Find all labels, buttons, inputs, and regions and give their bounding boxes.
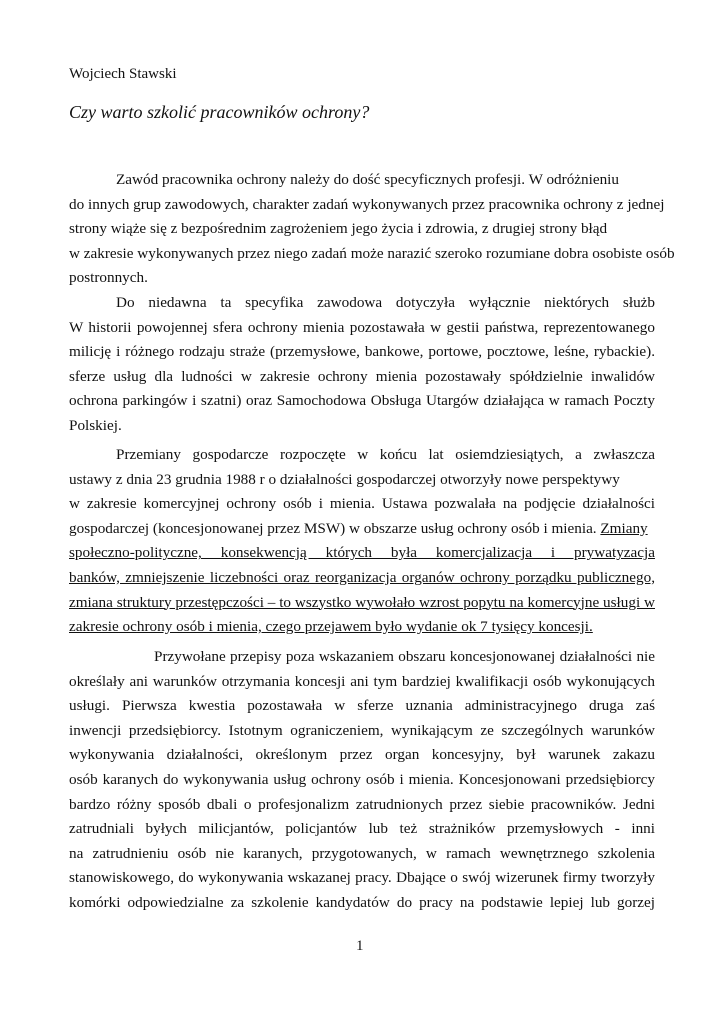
paragraph-line: Zawód pracownika ochrony należy do dość specyficznych profesji. W odróżnieniu bbox=[116, 171, 619, 188]
paragraph-1 bbox=[69, 168, 675, 291]
paragraph-line: Polskiej. bbox=[69, 416, 122, 434]
paragraph-line: w zakresie komercyjnej ochrony osób i mienia. Ustawa pozwalała na podjęcie działalności bbox=[69, 495, 655, 513]
paragraph-line: do innych grup zawodowych, charakter zadań wykonywanych przez pracownika ochrony z jednej bbox=[69, 195, 665, 213]
underlined-text: Zmiany bbox=[600, 519, 648, 537]
underlined-line: zakresie ochrony osób i mienia, czego przejawem było wydanie ok 7 tysięcy koncesji. bbox=[69, 618, 593, 636]
paragraph-line: strony wiąże się z bezpośrednim zagrożeniem jego życia i zdrowia, z drugiej strony błąd bbox=[69, 220, 608, 238]
paragraph-line: ustawy z dnia 23 grudnia 1988 r o działalności gospodarczej otworzyły nowe perspektywy bbox=[69, 470, 620, 488]
paragraph-line: w zakresie wykonywanych przez niego zadań może narazić szeroko rozumiane dobra osobiste osób bbox=[69, 244, 675, 262]
paragraph-2 bbox=[69, 291, 655, 439]
paragraph-line: ochrona parkingów i szatni) oraz Samochodowa Obsługa Utargów działająca w ramach Poczty bbox=[69, 392, 655, 410]
paragraph-line: stanowiskowego, do wykonywania wskazanej pracy. Dbające o swój wizerunek firmy tworzyły bbox=[69, 869, 655, 887]
paragraph-line: Przemiany gospodarcze rozpoczęte w końcu lat osiemdziesiątych, a zwłaszcza bbox=[116, 446, 655, 463]
page-number: 1 bbox=[356, 938, 364, 954]
paragraph-line: wykonywania działalności, określonym przez organ koncesyjny, był warunek zakazu bbox=[69, 746, 655, 764]
paragraph-line: sferze usług dla ludności w zakresie ochrony mienia pozostawały spółdzielnie inwalidów bbox=[69, 367, 655, 385]
paragraph-line: W historii powojennej sfera ochrony mienia pozostawała w gestii państwa, reprezentowanego bbox=[69, 318, 655, 336]
paragraph-line-text: gospodarczej (koncesjonowanej przez MSW) w obszarze usług ochrony osób i mienia. bbox=[69, 519, 597, 537]
paragraph-line: inwencji przedsiębiorcy. Istotnym ograniczeniem, wynikającym ze szczególnych warunków bbox=[69, 721, 655, 739]
paragraph-line: bardzo różny sposób dbali o profesjonalizm zatrudnionych przez siebie pracowników. Jedni bbox=[69, 795, 655, 813]
underlined-line: zmiana struktury przestępczości – to wszystko wywołało wzrost popytu na komercyjne usługi w bbox=[69, 593, 655, 611]
paragraph-line bbox=[69, 517, 655, 542]
underlined-line: społeczno-polityczne, konsekwencją których była komercjalizacja i prywatyzacja bbox=[69, 544, 655, 562]
paragraph-4 bbox=[69, 645, 655, 916]
paragraph-line: na zatrudnieniu osób nie karanych, przygotowanych, w ramach wewnętrznego szkolenia bbox=[69, 844, 655, 862]
paragraph-3 bbox=[69, 443, 655, 640]
document-title: Czy warto szkolić pracowników ochrony? bbox=[69, 102, 370, 122]
paragraph-line: postronnych. bbox=[69, 269, 148, 287]
paragraph-line: usługi. Pierwsza kwestia pozostawała w sferze uznania administracyjnego druga zaś bbox=[69, 697, 655, 715]
paragraph-line: Do niedawna ta specyfika zawodowa dotyczyła wyłącznie niektórych służb bbox=[116, 294, 655, 311]
paragraph-line: zatrudniali byłych milicjantów, policjantów lub też strażników przemysłowych - inni bbox=[69, 820, 655, 838]
paragraph-line: określały ani warunków otrzymania koncesji ani tym bardziej kwalifikacji osób wykonujących bbox=[69, 672, 655, 690]
paragraph-line: osób karanych do wykonywania usług ochrony osób i mienia. Koncesjonowani przedsiębiorcy bbox=[69, 770, 655, 788]
author-name: Wojciech Stawski bbox=[69, 66, 177, 82]
paragraph-line: Przywołane przepisy poza wskazaniem obszaru koncesjonowanej działalności nie bbox=[154, 648, 655, 665]
paragraph-line: milicję i różnego rodzaju straże (przemysłowe, bankowe, portowe, pocztowe, leśne, rybackie). bbox=[69, 343, 655, 361]
paragraph-line: komórki odpowiedzialne za szkolenie kandydatów do pracy na podstawie lepiej lub gorzej bbox=[69, 893, 655, 911]
underlined-line: banków, zmniejszenie liczebności oraz reorganizacja organów ochrony porządku publicznego, bbox=[69, 568, 655, 586]
